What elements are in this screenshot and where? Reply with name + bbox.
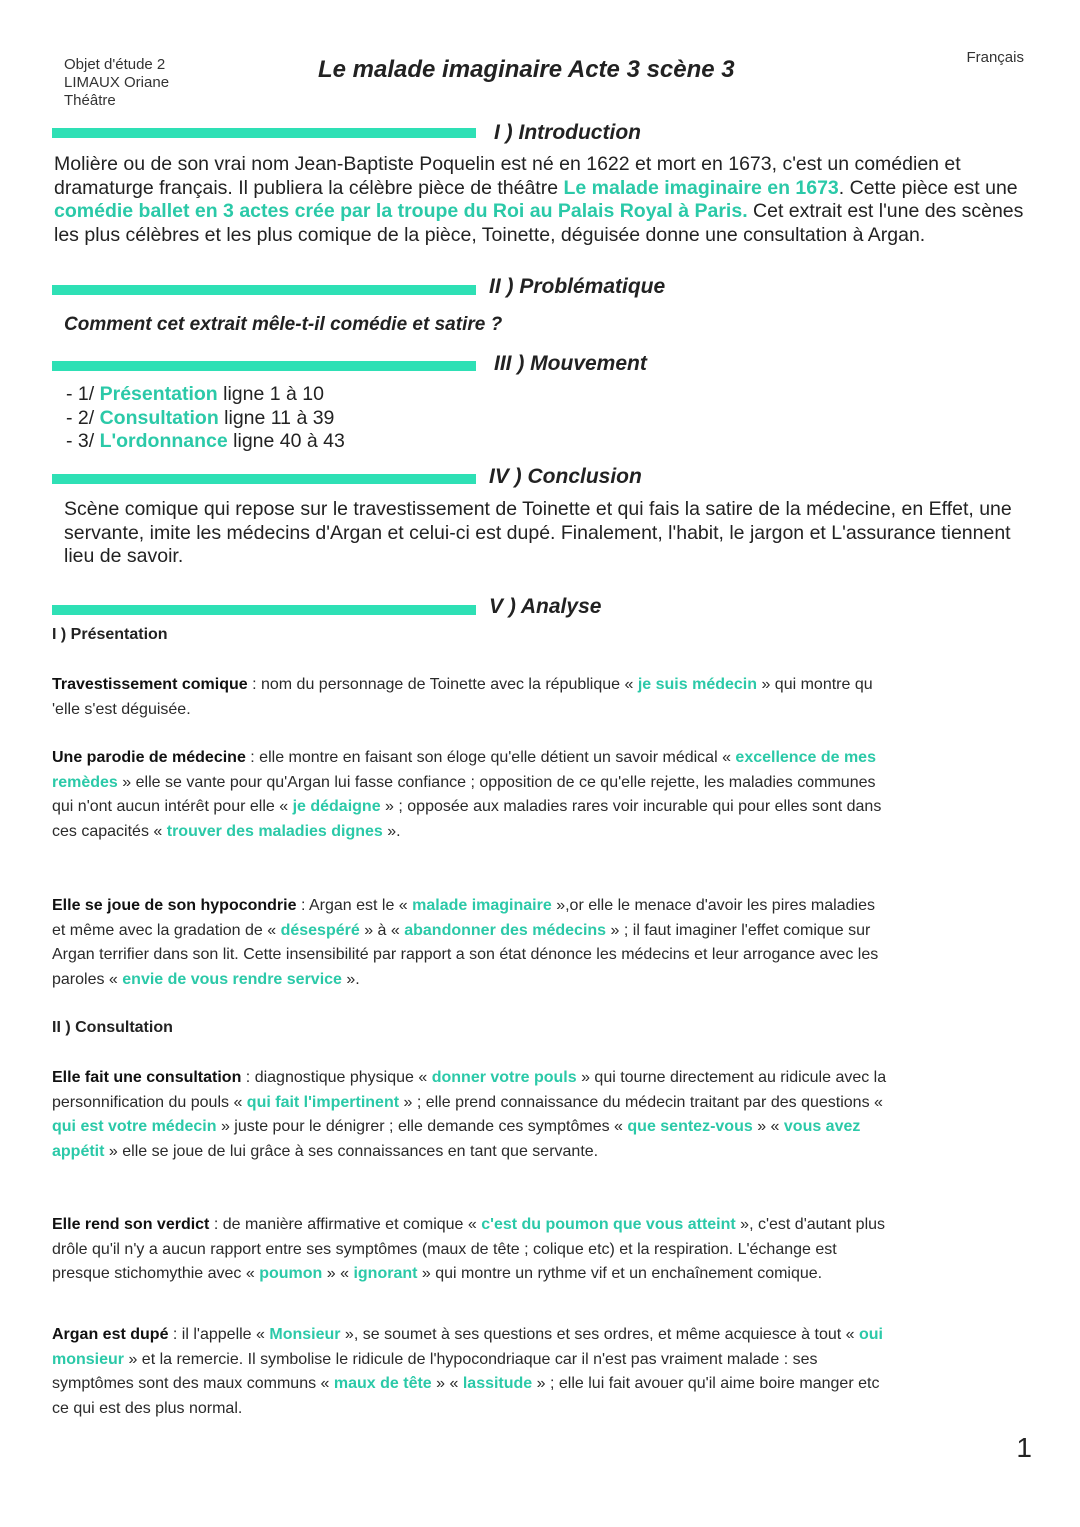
section-divider-bar (52, 285, 476, 295)
page-title: Le malade imaginaire Acte 3 scène 3 (318, 56, 735, 83)
section-divider-bar (52, 128, 476, 138)
meta-line-author: LIMAUX Oriane (64, 74, 170, 91)
section-title-problematique: II ) Problématique (489, 275, 666, 298)
section-divider-bar (52, 605, 476, 615)
analyse-part-title-presentation: I ) Présentation (52, 626, 168, 643)
meta-line-subject-study: Objet d'étude 2 (64, 56, 166, 73)
mouvement-list (66, 383, 345, 454)
subject-label: Français (966, 49, 1024, 66)
section-title-conclusion: IV ) Conclusion (489, 465, 642, 488)
analysis-paragraph: Une parodie de médecine : elle montre en faisant son éloge qu'elle détient un savoir médical « excellence de mes remèdes » elle se vante pour qu'Argan lui fasse confiance ; opposition de ce qu'elle rejette, les maladies communes qui n'ont aucun intérêt pour elle « je dédaigne » ; opposée aux maladies rares voir incurable qui pour elles sont dans ces capacités « trouver des maladies dignes ». (52, 749, 882, 840)
meta-line-genre: Théâtre (64, 92, 116, 109)
conclusion-paragraph: Scène comique qui repose sur le travestissement de Toinette et qui fais la satire de la médecine, en Effet, une servante, imite les médecins d'Argan et celui-ci est dupé. Finalement, l'habit, le jargon et L'assurance tiennent lieu de savoir. (64, 498, 1012, 568)
analysis-paragraph: Elle fait une consultation : diagnostique physique « donner votre pouls » qui tourne directement au ridicule avec la personnification du pouls « qui fait l'impertinent » ; elle prend connaissance du médecin traitant par des questions « qui est votre médecin » juste pour le dénigrer ; elle demande ces symptômes « que sentez-vous » « vous avez appétit » elle se joue de lui grâce à ses connaissances en tant que servante. (52, 1069, 887, 1160)
analysis-paragraph: Travestissement comique : nom du personnage de Toinette avec la république « je suis médecin » qui montre qu 'elle s'est déguisée. (52, 676, 873, 718)
list-item: - 2/ Consultation ligne 11 à 39 (66, 406, 335, 429)
list-item: - 3/ L'ordonnance ligne 40 à 43 (66, 430, 345, 453)
analyse-part-title-consultation: II ) Consultation (52, 1019, 173, 1036)
section-title-mouvement: III ) Mouvement (494, 352, 647, 375)
section-title-analyse: V ) Analyse (489, 595, 602, 618)
introduction-paragraph: Molière ou de son vrai nom Jean-Baptiste Poquelin est né en 1622 et mort en 1673, c'est un comédien et dramaturge français. Il publiera la célèbre pièce de théâtre Le malade imaginaire en 1673. Cette pièce est une comédie ballet en 3 actes crée par la troupe du Roi au Palais Royal à Paris. Cet extrait est l'une des scènes les plus célèbres et les plus comique de la pièce, Toinette, déguisée donne une consultation à Argan. (54, 153, 1024, 246)
problematique-question: Comment cet extrait mêle-t-il comédie et satire ? (64, 314, 503, 335)
analysis-paragraph: Elle rend son verdict : de manière affirmative et comique « c'est du poumon que vous atteint », c'est d'autant plus drôle qu'il n'y a aucun rapport entre ses symptômes (maux de tête ; colique etc) et la respiration. L'échange est presque stichomythie avec « poumon » « ignorant » qui montre un rythme vif et un enchaînement comique. (52, 1216, 886, 1282)
section-divider-bar (52, 361, 476, 371)
document-meta (64, 56, 169, 110)
section-title-introduction: I ) Introduction (494, 121, 641, 144)
page-number: 1 (1016, 1432, 1032, 1463)
analysis-paragraph: Elle se joue de son hypocondrie : Argan est le « malade imaginaire »,or elle le menace d'avoir les pires maladies et même avec la gradation de « désespéré » à « abandonner des médecins » ; il faut imaginer l'effet comique sur Argan terrifier dans son lit. Cette insensibilité par rapport a son état dénonce les médecins et leur arrogance avec les paroles « envie de vous rendre service ». (52, 897, 879, 988)
analysis-paragraph: Argan est dupé : il l'appelle « Monsieur », se soumet à ses questions et ses ordres, et même acquiesce à tout « oui monsieur » et la remercie. Il symbolise le ridicule de l'hypocondriaque car il n'est pas vraiment malade : ses symptômes sont des maux communs « maux de tête » « lassitude » ; elle lui fait avouer qu'il aime boire manger etc ce qui est des plus normal. (52, 1326, 883, 1417)
list-item: - 1/ Présentation ligne 1 à 10 (66, 383, 324, 405)
section-divider-bar (52, 474, 476, 484)
